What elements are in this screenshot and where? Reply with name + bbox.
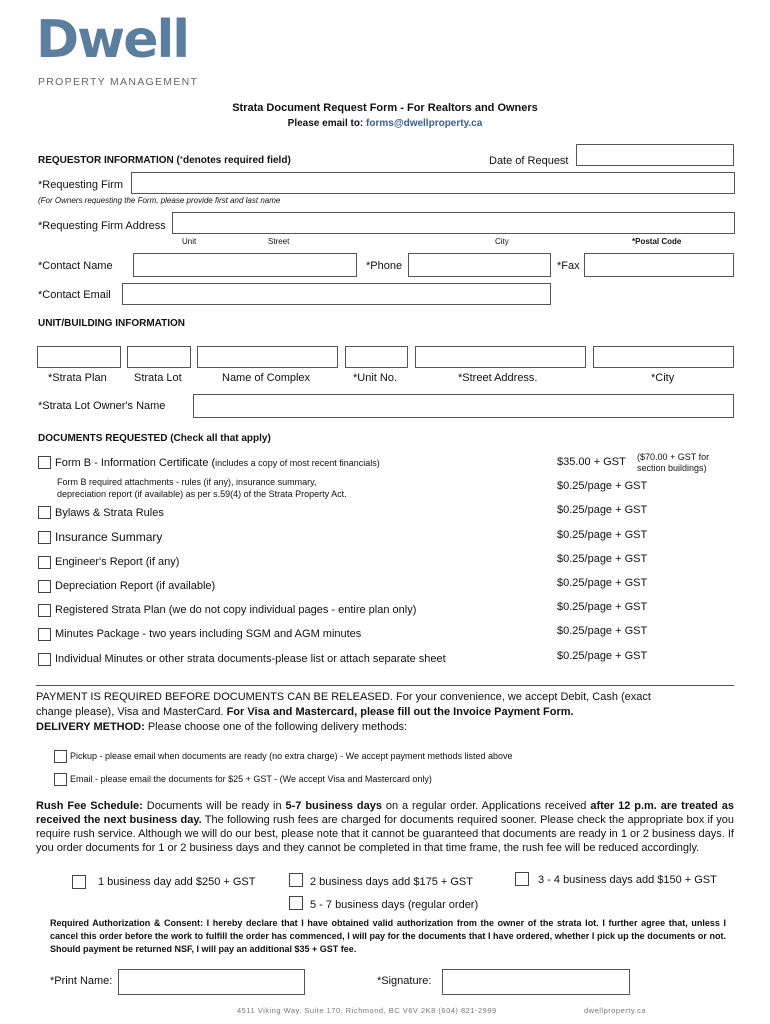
delivery-label: DELIVERY METHOD: — [36, 721, 148, 733]
pickup-label: Pickup - please email when documents are ready (no extra charge) - We accept payment methods listed above — [70, 751, 513, 761]
phone-label: *Phone — [366, 260, 403, 272]
doc-checkbox[interactable] — [38, 506, 51, 519]
form-b-price: $35.00 + GST — [557, 456, 626, 468]
attachments-price: $0.25/page + GST — [557, 480, 648, 492]
rush-3-4-day-checkbox[interactable] — [515, 872, 529, 886]
doc-item-label: Insurance Summary — [55, 530, 163, 544]
doc-item-price: $0.25/page + GST — [557, 577, 648, 589]
rush-regular-label: 5 - 7 business days (regular order) — [310, 899, 479, 911]
doc-item-price: $0.25/page + GST — [557, 529, 648, 541]
form-title: Strata Document Request Form - For Realtors and Owners — [232, 102, 538, 114]
strata-plan-field[interactable] — [37, 346, 121, 368]
doc-item-price: $0.25/page + GST — [557, 625, 648, 637]
form-b-checkbox[interactable] — [38, 456, 51, 469]
rush-paragraph — [36, 799, 734, 855]
doc-item-label: Depreciation Report (if available) — [55, 580, 216, 592]
doc-item-label: Minutes Package - two years including SGM and AGM minutes — [55, 628, 362, 640]
address-postal-label: *Postal Code — [632, 237, 682, 246]
payment-line-2a: change please), Visa and MasterCard. — [36, 706, 227, 718]
phone-field[interactable] — [408, 253, 551, 277]
payment-line-2b: For Visa and Mastercard, please fill out the Invoice Payment Form. — [226, 706, 574, 718]
city-label: *City — [651, 372, 675, 384]
requestor-heading — [38, 155, 291, 166]
signature-label: *Signature: — [377, 975, 432, 987]
unit-no-field[interactable] — [345, 346, 408, 368]
footer-address: 4511 Viking Way, Suite 170, Richmond, BC V6V 2K8 (604) 821-2999 — [237, 1006, 497, 1015]
logo-wordmark: Dwell — [36, 10, 189, 70]
street-address-field[interactable] — [415, 346, 586, 368]
owner-name-field[interactable] — [193, 394, 734, 418]
unit-no-label: *Unit No. — [353, 372, 398, 384]
fax-field[interactable] — [584, 253, 734, 277]
street-address-label: *Street Address. — [458, 372, 538, 384]
rush-1-day-checkbox[interactable] — [72, 875, 86, 889]
address-unit-label: Unit — [182, 237, 197, 246]
firm-label: *Requesting Firm — [38, 179, 123, 191]
rush-2-day-checkbox[interactable] — [289, 873, 303, 887]
delivery-line — [36, 721, 407, 733]
doc-checkbox[interactable] — [38, 531, 51, 544]
date-field[interactable] — [576, 144, 734, 166]
requestor-heading-star: * — [179, 155, 183, 164]
form-b-note: includes a copy of most recent financials) — [215, 458, 380, 468]
complex-name-field[interactable] — [197, 346, 338, 368]
print-name-label: *Print Name: — [50, 975, 113, 987]
email-prefix: Please email to: — [287, 118, 367, 129]
footer-web[interactable]: dwellproperty.ca — [584, 1006, 647, 1015]
strata-lot-field[interactable] — [127, 346, 191, 368]
doc-item-price: $0.25/page + GST — [557, 504, 648, 516]
email-link[interactable]: forms@dwellproperty.ca — [366, 118, 483, 129]
doc-item-label: Registered Strata Plan (we do not copy individual pages - entire plan only) — [55, 604, 417, 616]
date-label: Date of Request — [489, 155, 569, 167]
rush-regular-checkbox[interactable] — [289, 896, 303, 910]
form-b-alt-price-1: ($70.00 + GST for — [637, 452, 710, 462]
doc-checkbox[interactable] — [38, 628, 51, 641]
address-field[interactable] — [172, 212, 735, 234]
requestor-heading-a: REQUESTOR INFORMATION ( — [38, 155, 180, 166]
rush-label: Rush Fee Schedule: — [36, 800, 143, 812]
rush-text-3: The following rush fees are charged for documents required sooner. Please check the appropriate box if you require rush service. Although we will do our best, please note that it cannot be guaranteed that documents are ready in 1 or 2 business days. If you order documents for 1 or 2 business days and they cannot be completed in that time frame, the rush fee will be reduced accordingly. — [36, 814, 734, 854]
strata-lot-label: Strata Lot — [134, 372, 182, 384]
complex-name-label: Name of Complex — [222, 372, 311, 384]
email-delivery-label: Email - please email the documents for $25 + GST - (We accept Visa and Mastercard only) — [70, 774, 432, 784]
strata-plan-label: *Strata Plan — [48, 372, 107, 384]
rush-bold-1: 5-7 business days — [285, 800, 382, 812]
doc-checkbox[interactable] — [38, 653, 51, 666]
rush-3-4-day-label: 3 - 4 business days add $150 + GST — [538, 874, 717, 886]
doc-item-label: Individual Minutes or other strata documents-please list or attach separate sheet — [55, 653, 446, 665]
logo-subtitle: PROPERTY MANAGEMENT — [38, 76, 199, 88]
rush-text-1: Documents will be ready in — [142, 800, 286, 812]
firm-field[interactable] — [131, 172, 735, 194]
rush-2-day-label: 2 business days add $175 + GST — [310, 876, 473, 888]
payment-divider — [36, 685, 734, 686]
payment-line-1: PAYMENT IS REQUIRED BEFORE DOCUMENTS CAN BE RELEASED. For your convenience, we accept Debit, Cash (exact — [36, 691, 651, 703]
pickup-checkbox[interactable] — [54, 750, 67, 763]
unit-info-heading: UNIT/BUILDING INFORMATION — [38, 318, 186, 329]
form-b-alt-price-2: section buildings) — [637, 463, 707, 473]
doc-item-label: Engineer's Report (if any) — [55, 556, 180, 568]
attachments-note-1: Form B required attachments - rules (if any), insurance summary, — [57, 477, 317, 487]
address-street-label: Street — [268, 237, 290, 246]
signature-field[interactable] — [442, 969, 630, 995]
print-name-field[interactable] — [118, 969, 305, 995]
rush-bold-2: after 12 p.m. are treated as received the next business day. — [36, 800, 734, 826]
doc-checkbox[interactable] — [38, 604, 51, 617]
doc-item-label: Bylaws & Strata Rules — [55, 507, 164, 519]
contact-name-field[interactable] — [133, 253, 357, 277]
contact-name-label: *Contact Name — [38, 260, 113, 272]
consent-paragraph: Required Authorization & Consent: I hereby declare that I have obtained valid authorization from the owner of the strata lot. I further agree that, unless I cancel this order before the work to fulfill the order has commenced, I will pay for the documents that I have ordered, whether I pick up the documents or not. Should payment be returned NSF, I will pay an additional $35 + GST fee. — [50, 918, 726, 954]
city-field[interactable] — [593, 346, 734, 368]
doc-item-price: $0.25/page + GST — [557, 553, 648, 565]
payment-line-2 — [36, 706, 574, 718]
form-b-label — [55, 457, 380, 469]
email-delivery-checkbox[interactable] — [54, 773, 67, 786]
documents-heading: DOCUMENTS REQUESTED (Check all that apply) — [38, 433, 271, 444]
requestor-heading-b: denotes required field) — [182, 155, 291, 166]
address-label: *Requesting Firm Address — [38, 220, 166, 232]
contact-email-label: *Contact Email — [38, 289, 111, 301]
firm-note: (For Owners requesting the Form, please provide first and last name — [38, 196, 281, 205]
rush-text-2: on a regular order. Applications received — [381, 800, 591, 812]
owner-name-label: *Strata Lot Owner's Name — [38, 400, 166, 412]
doc-checkbox[interactable] — [38, 556, 51, 569]
attachments-note-2: depreciation report (if available) as per s.59(4) of the Strata Property Act. — [57, 489, 347, 499]
email-line — [0, 118, 770, 129]
rush-1-day-label: 1 business day add $250 + GST — [98, 876, 256, 888]
contact-email-field[interactable] — [122, 283, 551, 305]
doc-checkbox[interactable] — [38, 580, 51, 593]
doc-item-price: $0.25/page + GST — [557, 601, 648, 613]
form-b-title: Form B - Information Certificate ( — [55, 457, 216, 469]
address-city-label: City — [495, 237, 509, 246]
delivery-text: Please choose one of the following delivery methods: — [147, 721, 408, 733]
doc-item-price: $0.25/page + GST — [557, 650, 648, 662]
fax-label: *Fax — [557, 260, 580, 272]
